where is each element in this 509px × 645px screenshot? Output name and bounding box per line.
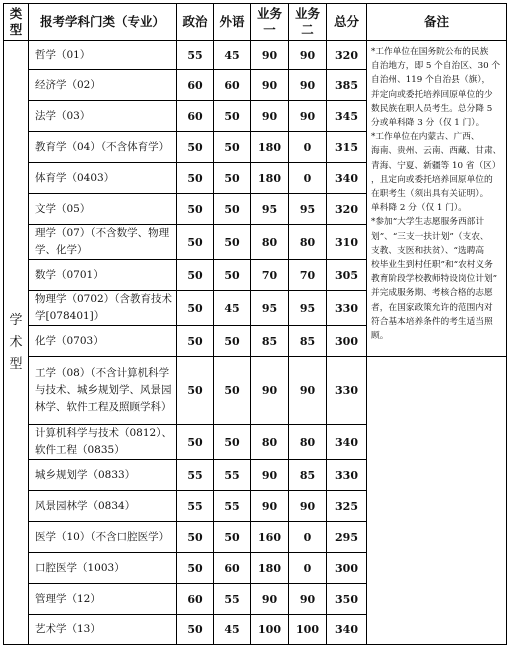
course1-score-cell: 70 <box>251 260 289 291</box>
course1-score-cell: 90 <box>251 41 289 70</box>
total-score-cell: 350 <box>327 584 367 615</box>
total-score-cell: 330 <box>327 291 367 326</box>
table-row <box>4 357 507 425</box>
language-score-cell: 55 <box>214 491 251 522</box>
course2-score-cell: 90 <box>289 584 327 615</box>
header-course2 <box>289 4 327 41</box>
course1-score-cell: 180 <box>251 553 289 584</box>
total-score-cell: 305 <box>327 260 367 291</box>
total-score-cell: 340 <box>327 615 367 645</box>
language-score-cell: 50 <box>214 225 251 260</box>
header-course1-text: 业务 一 <box>256 6 282 37</box>
subject-cell: 艺术学（13） <box>29 615 177 645</box>
remark-line: *工作单位在内蒙古、广西、 <box>371 132 480 143</box>
header-row <box>4 4 507 41</box>
course2-score-cell: 95 <box>289 194 327 225</box>
total-score-cell: 300 <box>327 326 367 357</box>
subject-cell: 城乡规划学（0833） <box>29 460 177 491</box>
subject-cell: 口腔医学（1003） <box>29 553 177 584</box>
subject-cell: 管理学（12） <box>29 584 177 615</box>
total-score-cell: 320 <box>327 41 367 70</box>
remark-line: 数民族在职人员考生。总分降 5 <box>371 103 493 114</box>
header-remarks-text: 备注 <box>423 14 449 29</box>
subject-cell: 文学（05） <box>29 194 177 225</box>
course2-score-cell: 100 <box>289 615 327 645</box>
course1-score-cell: 90 <box>251 584 289 615</box>
total-score-cell: 300 <box>327 553 367 584</box>
total-score-cell: 320 <box>327 194 367 225</box>
course1-score-cell: 160 <box>251 522 289 553</box>
language-score-cell: 55 <box>214 584 251 615</box>
course2-score-cell: 0 <box>289 132 327 163</box>
header-type <box>4 4 29 41</box>
subject-cell: 法学（03） <box>29 101 177 132</box>
subject-cell: 工学（08）（不含计算机科学与技术、城乡规划学、风景园林学、软件工程及照顾学科） <box>29 357 177 425</box>
politics-score-cell: 60 <box>177 101 214 132</box>
subject-cell: 教育学（04）（不含体育学） <box>29 132 177 163</box>
remark-line: ，且定向或委托培养回原单位的 <box>371 174 493 185</box>
remark-line: 分或单科降 3 分（仅 1 门）。 <box>371 118 485 129</box>
remark-line: 自治地方，即 5 个自治区、30 个 <box>371 61 501 72</box>
politics-score-cell: 50 <box>177 326 214 357</box>
remark-line: 校毕业生到村任职”和“农村义务 <box>371 260 493 271</box>
header-remarks <box>367 4 507 41</box>
language-score-cell: 50 <box>214 132 251 163</box>
language-score-cell: 50 <box>214 194 251 225</box>
course2-score-cell: 90 <box>289 70 327 101</box>
header-course2-text: 业务 二 <box>294 6 320 37</box>
course2-score-cell: 90 <box>289 101 327 132</box>
politics-score-cell: 50 <box>177 260 214 291</box>
header-course1 <box>251 4 289 41</box>
politics-score-cell: 50 <box>177 291 214 326</box>
course1-score-cell: 90 <box>251 491 289 522</box>
remarks-empty-cell <box>367 357 507 645</box>
remark-line: 教育阶段学校教师特设岗位计划” <box>371 274 498 285</box>
header-subject <box>29 4 177 41</box>
language-score-cell: 45 <box>214 615 251 645</box>
politics-score-cell: 55 <box>177 460 214 491</box>
total-score-cell: 325 <box>327 491 367 522</box>
subject-cell: 经济学（02） <box>29 70 177 101</box>
total-score-cell: 345 <box>327 101 367 132</box>
header-total <box>327 4 367 41</box>
header-politics-text: 政治 <box>182 14 208 29</box>
language-score-cell: 60 <box>214 70 251 101</box>
subject-cell: 化学（0703） <box>29 326 177 357</box>
language-score-cell: 50 <box>214 260 251 291</box>
course1-score-cell: 95 <box>251 194 289 225</box>
header-foreign-language <box>214 4 251 41</box>
politics-score-cell: 50 <box>177 194 214 225</box>
total-score-cell: 330 <box>327 460 367 491</box>
remark-line: 在职考生（须出具有关证明）。 <box>371 189 489 200</box>
course2-score-cell: 90 <box>289 357 327 425</box>
course1-score-cell: 95 <box>251 291 289 326</box>
course2-score-cell: 0 <box>289 522 327 553</box>
subject-cell: 风景园林学（0834） <box>29 491 177 522</box>
course2-score-cell: 85 <box>289 460 327 491</box>
course1-score-cell: 90 <box>251 460 289 491</box>
remarks-cell <box>367 41 507 357</box>
header-subject-text: 报考学科门类（专业） <box>39 14 165 29</box>
politics-score-cell: 55 <box>177 491 214 522</box>
politics-score-cell: 50 <box>177 425 214 460</box>
language-score-cell: 55 <box>214 460 251 491</box>
politics-score-cell: 60 <box>177 584 214 615</box>
politics-score-cell: 55 <box>177 41 214 70</box>
language-score-cell: 45 <box>214 291 251 326</box>
subject-cell: 计算机科学与技术（0812）、软件工程（0835） <box>29 425 177 460</box>
politics-score-cell: 50 <box>177 615 214 645</box>
subject-cell: 理学（07）（不含数学、物理学、化学） <box>29 225 177 260</box>
language-score-cell: 50 <box>214 425 251 460</box>
course1-score-cell: 85 <box>251 326 289 357</box>
total-score-cell: 330 <box>327 357 367 425</box>
remark-line: 单科降 2 分（仅 1 门）。 <box>371 203 467 214</box>
course2-score-cell: 80 <box>289 225 327 260</box>
remark-line: 青海、宁夏、新疆等 10 省（区） <box>371 160 501 171</box>
total-score-cell: 295 <box>327 522 367 553</box>
score-table <box>3 3 507 645</box>
politics-score-cell: 50 <box>177 225 214 260</box>
remark-line: 支教、支医和扶贫）、“选聘高 <box>371 245 485 256</box>
politics-score-cell: 60 <box>177 70 214 101</box>
course1-score-cell: 80 <box>251 425 289 460</box>
course1-score-cell: 80 <box>251 225 289 260</box>
remark-line: *参加“大学生志愿服务西部计 <box>371 217 485 228</box>
language-score-cell: 50 <box>214 522 251 553</box>
language-score-cell: 50 <box>214 163 251 194</box>
total-score-cell: 340 <box>327 425 367 460</box>
remark-line: 符合基本培养条件的考生适当照 <box>371 316 493 327</box>
total-score-cell: 310 <box>327 225 367 260</box>
table-row <box>4 41 507 70</box>
remark-line: 顾。 <box>371 331 389 342</box>
course2-score-cell: 0 <box>289 553 327 584</box>
course1-score-cell: 180 <box>251 163 289 194</box>
course1-score-cell: 90 <box>251 70 289 101</box>
header-type-text: 类 型 <box>9 6 23 37</box>
language-score-cell: 45 <box>214 41 251 70</box>
subject-cell: 哲学（01） <box>29 41 177 70</box>
course2-score-cell: 85 <box>289 326 327 357</box>
language-score-cell: 50 <box>214 101 251 132</box>
remark-line: 海南、贵州、云南、西藏、甘肃、 <box>371 146 502 157</box>
politics-score-cell: 50 <box>177 163 214 194</box>
course2-score-cell: 95 <box>289 291 327 326</box>
course1-score-cell: 90 <box>251 357 289 425</box>
course1-score-cell: 90 <box>251 101 289 132</box>
remark-line: 者，在国家政策允许的范围内对 <box>371 302 493 313</box>
remark-line: *工作单位在国务院公布的民族 <box>371 47 489 57</box>
course2-score-cell: 80 <box>289 425 327 460</box>
category-label: 学 术 型 <box>9 312 23 372</box>
language-score-cell: 60 <box>214 553 251 584</box>
total-score-cell: 385 <box>327 70 367 101</box>
course1-score-cell: 180 <box>251 132 289 163</box>
politics-score-cell: 50 <box>177 132 214 163</box>
course2-score-cell: 90 <box>289 41 327 70</box>
remark-line: 划”、“三支一扶计划”（支农、 <box>371 231 489 242</box>
remark-line: 并定向或委托培养回原单位的少 <box>371 89 493 100</box>
subject-cell: 医学（10）（不含口腔医学） <box>29 522 177 553</box>
total-score-cell: 315 <box>327 132 367 163</box>
course2-score-cell: 70 <box>289 260 327 291</box>
header-total-text: 总分 <box>333 14 359 29</box>
header-politics <box>177 4 214 41</box>
language-score-cell: 50 <box>214 326 251 357</box>
subject-cell: 数学（0701） <box>29 260 177 291</box>
header-foreign-language-text: 外语 <box>219 14 245 29</box>
course2-score-cell: 0 <box>289 163 327 194</box>
language-score-cell: 50 <box>214 357 251 425</box>
politics-score-cell: 50 <box>177 522 214 553</box>
category-cell <box>4 41 29 645</box>
remark-line: 并完成服务期、考核合格的志愿 <box>371 288 493 299</box>
remark-line: 自治州、119 个自治县（旗）， <box>371 75 491 86</box>
course2-score-cell: 90 <box>289 491 327 522</box>
total-score-cell: 340 <box>327 163 367 194</box>
subject-cell: 物理学（0702）（含教育技术学[078401]） <box>29 291 177 326</box>
course1-score-cell: 100 <box>251 615 289 645</box>
subject-cell: 体育学（0403） <box>29 163 177 194</box>
politics-score-cell: 50 <box>177 357 214 425</box>
politics-score-cell: 50 <box>177 553 214 584</box>
